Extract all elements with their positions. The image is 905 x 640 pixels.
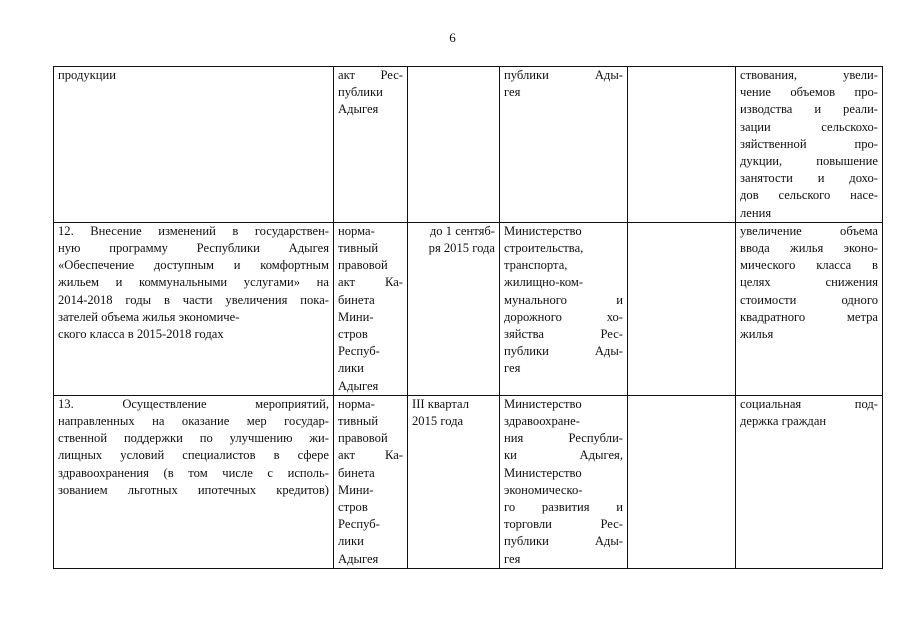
result-cell bbox=[736, 222, 883, 395]
cell-line: Респуб- bbox=[338, 344, 380, 359]
empty-cell bbox=[628, 222, 736, 395]
cell-line: лики bbox=[338, 534, 364, 549]
cell-line: «Обеспечение доступным и комфортным bbox=[58, 258, 329, 273]
deadline-cell bbox=[408, 395, 500, 568]
cell-line: до 1 сентяб- bbox=[429, 223, 495, 238]
cell-line: зателей объема жилья экономиче- bbox=[58, 309, 240, 324]
cell-line: транспорта, bbox=[504, 258, 568, 273]
deadline-cell bbox=[408, 222, 500, 395]
cell-line: гея bbox=[504, 551, 521, 566]
cell-line: социальная под- bbox=[740, 396, 878, 411]
cell-line: жилищно-ком- bbox=[504, 275, 584, 290]
cell-line: стров bbox=[338, 500, 368, 515]
cell-line: Министерство bbox=[504, 396, 582, 411]
cell-line: го развития и bbox=[504, 500, 623, 515]
cell-line: акт Рес- bbox=[338, 68, 403, 82]
cell-line: зации сельскохо- bbox=[740, 119, 878, 134]
cell-line: здравоохранения (в том числе с исполь- bbox=[58, 465, 329, 480]
cell-line: целях снижения bbox=[740, 275, 878, 290]
cell-line: здравоохране- bbox=[504, 414, 580, 429]
cell-line: норма- bbox=[338, 223, 375, 238]
cell-line: правовой bbox=[338, 431, 388, 446]
cell-line: Министерство bbox=[504, 223, 582, 238]
cell-line: увеличение объема bbox=[740, 223, 878, 238]
cell-line: дорожного хо- bbox=[504, 309, 623, 324]
cell-line: дукции, повышение bbox=[740, 154, 878, 169]
cell-line: мического класса в bbox=[740, 258, 878, 273]
cell-line: III квартал bbox=[412, 396, 469, 411]
cell-line: гея bbox=[504, 85, 521, 100]
cell-line: изводства и реали- bbox=[740, 102, 878, 117]
cell-line: Респуб- bbox=[338, 517, 380, 532]
cell-line: занятости и дохо- bbox=[740, 171, 878, 186]
cell-line: жильем и коммунальными услугами» на bbox=[58, 275, 329, 290]
table-row bbox=[54, 395, 883, 568]
result-cell bbox=[736, 67, 883, 223]
cell-line: акт Ка- bbox=[338, 275, 403, 290]
measure-cell bbox=[54, 395, 334, 568]
empty-cell bbox=[628, 67, 736, 223]
cell-line: Мини- bbox=[338, 309, 374, 324]
cell-line: ввода жилья эконо- bbox=[740, 241, 878, 256]
cell-line: ную программу Республики Адыгея bbox=[58, 241, 329, 256]
cell-line: бинета bbox=[338, 292, 375, 307]
cell-line: зяйственной про- bbox=[740, 136, 878, 151]
cell-line: Адыгея bbox=[338, 378, 379, 393]
cell-line: правовой bbox=[338, 258, 388, 273]
executor-cell bbox=[500, 395, 628, 568]
cell-line: норма- bbox=[338, 396, 375, 411]
measure-cell bbox=[54, 67, 334, 223]
empty-cell bbox=[628, 395, 736, 568]
cell-line: ря 2015 года bbox=[428, 241, 495, 256]
measures-table bbox=[53, 66, 883, 569]
cell-line: ственной поддержки по улучшению жи- bbox=[58, 431, 329, 446]
executor-cell bbox=[500, 222, 628, 395]
cell-line: жилья bbox=[740, 327, 774, 342]
cell-line: 2014-2018 годы в части увеличения пока- bbox=[58, 292, 329, 307]
cell-line: гея bbox=[504, 361, 521, 376]
cell-line: ки Адыгея, bbox=[504, 448, 623, 463]
cell-line: 13. Осуществление мероприятий, bbox=[58, 396, 329, 411]
cell-line: публики Ады- bbox=[504, 68, 623, 82]
cell-line: тивный bbox=[338, 241, 379, 256]
cell-line: направленных на оказание мер государ- bbox=[58, 414, 329, 429]
cell-line: Адыгея bbox=[338, 102, 379, 117]
cell-line: экономическо- bbox=[504, 482, 583, 497]
cell-line: держка граждан bbox=[740, 414, 827, 429]
table-row bbox=[54, 222, 883, 395]
cell-line: тивный bbox=[338, 414, 379, 429]
cell-line: Мини- bbox=[338, 482, 374, 497]
cell-line: строительства, bbox=[504, 241, 584, 256]
cell-line: зованием льготных ипотечных кредитов) bbox=[58, 482, 329, 497]
cell-line: квадратного метра bbox=[740, 309, 878, 324]
table-row bbox=[54, 67, 883, 223]
cell-line: бинета bbox=[338, 465, 375, 480]
cell-line: торговли Рес- bbox=[504, 517, 623, 532]
document-type-cell bbox=[334, 222, 408, 395]
cell-line: стров bbox=[338, 327, 368, 342]
cell-line: чение объемов про- bbox=[740, 85, 878, 100]
cell-line: публики Ады- bbox=[504, 344, 623, 359]
cell-line: зяйства Рес- bbox=[504, 327, 623, 342]
cell-line: дов сельского насе- bbox=[740, 188, 878, 203]
cell-line: ления bbox=[740, 205, 772, 220]
cell-line: 12. Внесение изменений в государствен- bbox=[58, 223, 329, 238]
cell-line: лики bbox=[338, 361, 364, 376]
cell-line: ского класса в 2015-2018 годах bbox=[58, 327, 224, 342]
document-type-cell bbox=[334, 67, 408, 223]
cell-line: лищных условий специалистов в сфере bbox=[58, 448, 329, 463]
cell-line: Адыгея bbox=[338, 551, 379, 566]
cell-line: мунального и bbox=[504, 292, 623, 307]
cell-line: публики Ады- bbox=[504, 534, 623, 549]
cell-line: акт Ка- bbox=[338, 448, 403, 463]
page-number: 6 bbox=[449, 30, 456, 45]
deadline-cell bbox=[408, 67, 500, 223]
cell-line: публики bbox=[338, 85, 383, 100]
cell-line: стоимости одного bbox=[740, 292, 878, 307]
cell-line: продукции bbox=[58, 68, 117, 82]
cell-line: ствования, увели- bbox=[740, 68, 878, 82]
result-cell bbox=[736, 395, 883, 568]
document-type-cell bbox=[334, 395, 408, 568]
cell-line: 2015 года bbox=[412, 414, 464, 429]
cell-line: ния Республи- bbox=[504, 431, 623, 446]
measure-cell bbox=[54, 222, 334, 395]
executor-cell bbox=[500, 67, 628, 223]
cell-line: Министерство bbox=[504, 465, 582, 480]
